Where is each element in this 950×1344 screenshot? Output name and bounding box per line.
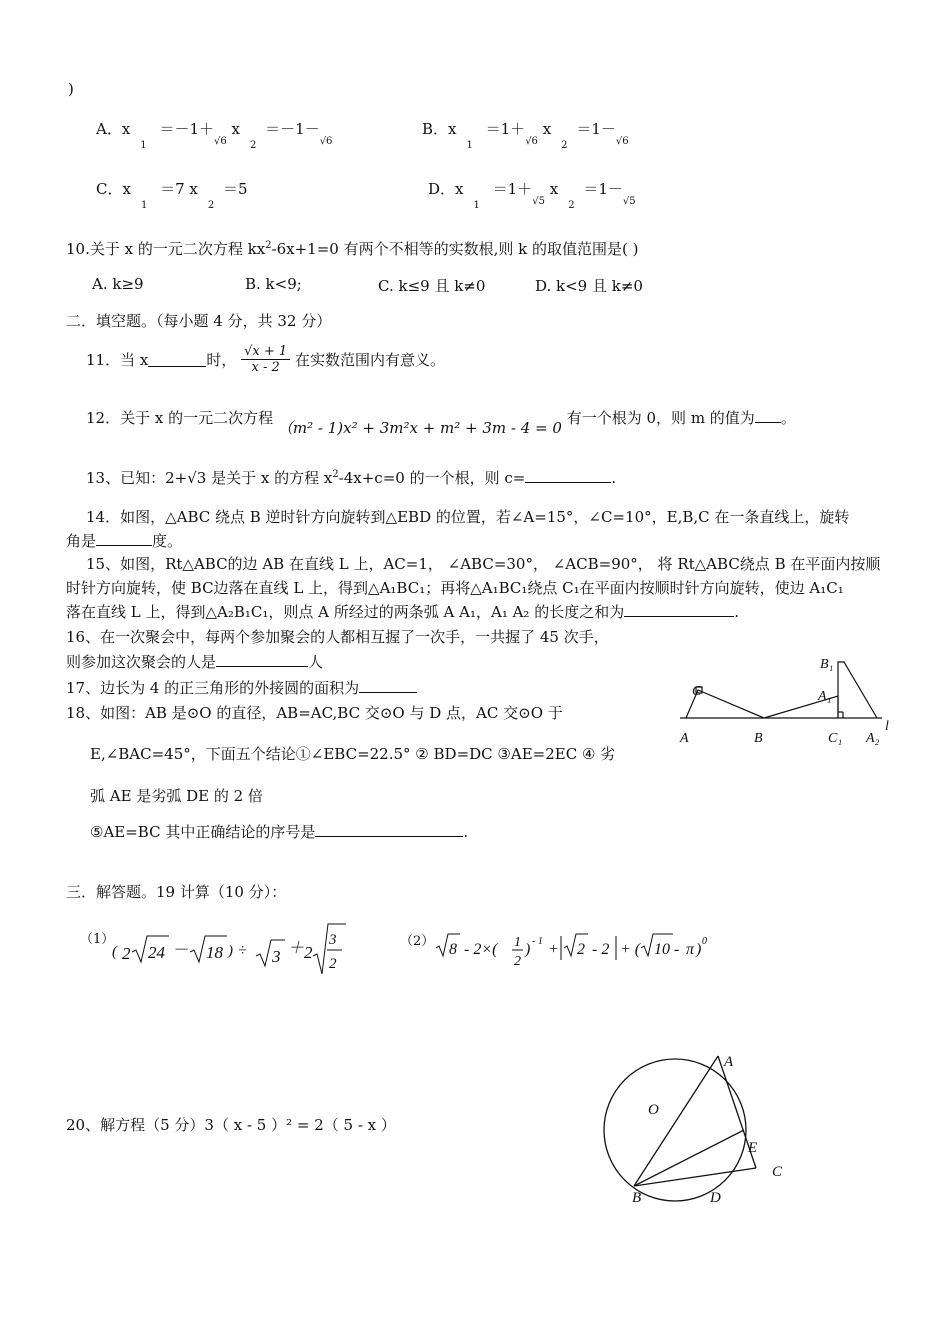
q16-line1: 16、在一次聚会中，每两个参加聚会的人都相互握了一次手，一共握了 45 次手，	[66, 628, 609, 646]
q9-option-c: C．$x_1 =7$ $x_2 =5$	[96, 180, 248, 211]
fig18-label-o: O	[648, 1102, 659, 1118]
q18-line1: 18、如图：AB 是⊙O 的直径，AB=AC,BC 交⊙O 与 D 点，AC 交⊙O 于	[66, 704, 563, 722]
svg-text:8: 8	[449, 941, 457, 958]
q11: 11．当 x 时， $\frac{√x + 1}{x - 2}$ 在实数范围内有意义。	[86, 344, 445, 375]
svg-text:): )	[696, 941, 702, 958]
svg-text:+: +	[548, 941, 559, 958]
svg-text:- 1: - 1	[532, 936, 543, 947]
q19-part2: （2）	[400, 934, 435, 949]
svg-text:0: 0	[702, 936, 707, 947]
q10-option-a: A. k≥9	[92, 275, 144, 293]
svg-text:－: －	[172, 942, 189, 959]
svg-text:(: (	[112, 944, 117, 960]
q20: 20、解方程（5 分）3（ x - 5 ）² = 2（ 5 - x ）	[66, 1116, 396, 1134]
svg-text:): )	[525, 941, 531, 958]
q19-expr1	[112, 918, 352, 980]
q13: 13、已知：2+√3 是关于 x 的方程 $x^2-4x+c=0$ 的一个根，则 c= .	[86, 469, 617, 487]
q12: 12．关于 x 的一元二次方程 （m² - 1)x² + 3m²x + m² + 3m - 4 = 0 有一个根为 0，则 m 的值为 。	[86, 409, 796, 437]
q14-line2: 角是 度。	[66, 532, 183, 550]
svg-text:÷: ÷	[238, 942, 247, 959]
fig18-label-a: A	[724, 1054, 734, 1070]
svg-text:2: 2	[514, 954, 521, 969]
svg-text:+ (: + (	[620, 941, 641, 958]
q9-option-a: A．$x_1 =-1+_{√6}$ $x_2 =-1-_{√6}$	[96, 120, 333, 151]
q18-line4: ⑤AE=BC 其中正确结论的序号是 .	[90, 823, 469, 841]
q18-line2: E,∠BAC=45°，下面五个结论①∠EBC=22.5° ② BD=DC ③AE=2EC ④ 劣	[90, 745, 616, 763]
q14-line1: 14．如图，△ABC 绕点 B 逆时针方向旋转到△EBD 的位置，若∠A=15°，∠C=10°，E,B,C 在一条直线上，旋转	[86, 508, 850, 526]
svg-text:24: 24	[148, 943, 165, 962]
q9-option-d: D．$x_1 =1+_{√5}$ $x_2 =1-_{√5}$	[428, 180, 636, 211]
q15-figure	[672, 650, 897, 750]
fig18-label-e: E	[748, 1140, 758, 1156]
svg-text:- 2: - 2	[592, 941, 610, 958]
fig15-label-l: l	[885, 719, 889, 734]
fig18-label-c: C	[772, 1164, 783, 1180]
fig18-label-b: B	[632, 1190, 642, 1206]
q16-line2: 则参加这次聚会的人是 人	[66, 653, 324, 671]
q10-stem: 10.关于 x 的一元二次方程 $kx^2-6x+1=0$ 有两个不相等的实数根,则 k 的取值范围是( )	[66, 240, 639, 258]
svg-text:3: 3	[272, 947, 281, 966]
svg-text:π: π	[686, 941, 695, 958]
svg-text:3: 3	[329, 932, 337, 948]
q16-blank	[216, 652, 308, 667]
q15-line3: 落在直线 L 上，得到△A₂B₁C₁，则点 A 所经过的两条弧 A A₁，A₁ A₂ 的长度之和为 .	[66, 603, 739, 621]
fig15-label-b1: B₁	[820, 657, 834, 672]
svg-text:2: 2	[304, 943, 313, 962]
q10-option-b: B. k<9;	[245, 275, 302, 293]
q19-part1: （1）	[80, 932, 115, 947]
svg-text:10: 10	[654, 941, 670, 958]
svg-text:18: 18	[206, 943, 223, 962]
svg-text:-: -	[674, 941, 680, 958]
q15-line1: 15、如图，Rt△ABC的边 AB 在直线 L 上，AC=1， ∠ABC=30°， ∠ACB=90°， 将 Rt△ABC绕点 B 在平面内按顺	[86, 555, 881, 573]
svg-text:1: 1	[514, 935, 521, 950]
q13-blank	[525, 468, 611, 483]
q17-blank	[359, 678, 417, 693]
section-2-heading: 二．填空题。（每小题 4 分，共 32 分）	[66, 312, 332, 330]
fig18-label-d: D	[710, 1190, 721, 1206]
svg-text:＋: ＋	[288, 940, 305, 957]
q14-blank	[96, 531, 152, 546]
q9-option-b: B．$x_1 =1+_{√6}$ $x_2 =1-_{√6}$	[422, 120, 629, 151]
q10-option-c: C. k≤9 且 k≠0	[378, 277, 486, 295]
q12-blank	[755, 408, 781, 423]
svg-text:2: 2	[329, 956, 337, 972]
svg-text:2: 2	[577, 941, 585, 958]
svg-text:): )	[228, 943, 233, 959]
q17: 17、边长为 4 的正三角形的外接圆的面积为	[66, 677, 417, 698]
top-paren: )	[68, 80, 74, 98]
fig15-label-c: C	[692, 684, 702, 699]
q10-option-d: D. k<9 且 k≠0	[535, 277, 643, 295]
fig15-label-a: A	[680, 731, 689, 746]
q15-line2: 时针方向旋转，使 BC边落在直线 L 上，得到△A₁BC₁；再将△A₁BC₁绕点 C₁在平面内按顺时针方向旋转，使边 A₁C₁	[66, 579, 844, 597]
q18-figure	[596, 1040, 801, 1210]
fig15-label-a1: A₁	[818, 689, 832, 704]
section-3-heading: 三．解答题。19 计算（10 分）：	[66, 883, 287, 901]
q15-blank	[624, 602, 734, 617]
fig15-label-b: B	[754, 731, 763, 746]
fig15-label-a2: A₂	[866, 731, 880, 746]
fig15-label-c1: C₁	[828, 731, 843, 746]
svg-text:2: 2	[122, 944, 131, 963]
q11-blank	[148, 352, 206, 367]
q19-expr2	[436, 918, 736, 978]
q18-line3: 弧 AE 是劣弧 DE 的 2 倍	[90, 787, 263, 805]
svg-text:- 2×(: - 2×(	[464, 941, 498, 958]
q18-blank	[315, 822, 463, 837]
